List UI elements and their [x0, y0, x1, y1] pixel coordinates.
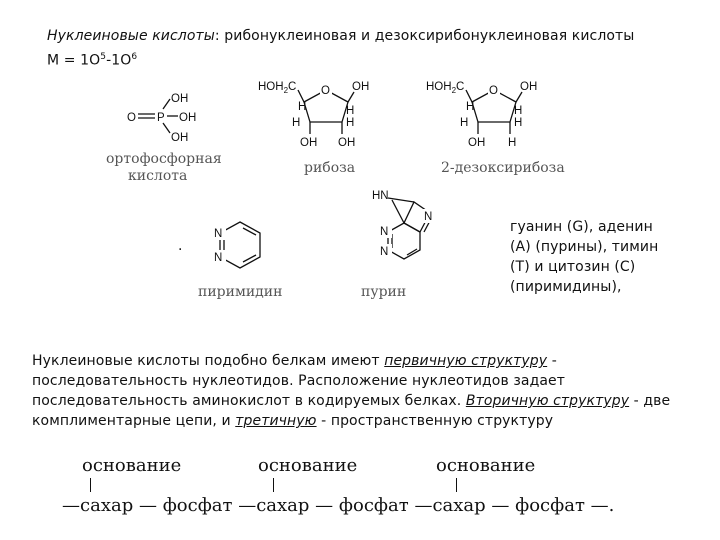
bases-line-1: гуанин (G), аденин: [510, 219, 653, 235]
purine-structure: [358, 186, 458, 286]
bases-line-2: (A) (пурины), тимин: [510, 239, 659, 255]
base-link-1: [90, 478, 91, 492]
label-h4: H: [346, 117, 355, 129]
label-h2: H: [514, 105, 523, 117]
bases-line-3: (T) и цитозин (C): [510, 259, 636, 275]
title-line: [47, 26, 634, 46]
sugar-1: сахар: [80, 495, 134, 516]
label-n7: N: [424, 211, 433, 223]
base-label-1: основание: [82, 455, 182, 476]
phosphoric-acid-structure: [125, 86, 215, 152]
label-hoh2c: $HOH_2C$: [426, 81, 465, 95]
para-line-4: комплиментарные цепи, и третичную - пространственную структуру: [32, 413, 554, 429]
base-link-2: [273, 478, 274, 492]
label-hn: HN: [372, 190, 389, 202]
title-rest: : рибонуклеиновая и дезоксирибонуклеиновая кислоты: [214, 28, 635, 44]
pyrimidine-caption: пиримидин: [198, 284, 283, 300]
pyrimidine-structure: [206, 216, 276, 282]
label-h1: H: [298, 101, 307, 113]
term-primary: первичную структуру: [384, 353, 548, 369]
structure-paragraph: [32, 351, 670, 431]
sugar-3: сахар: [432, 495, 486, 516]
deoxyribose-caption: 2-дезоксирибоза: [441, 160, 565, 176]
label-o: O: [127, 112, 136, 124]
label-h-2: H: [508, 137, 517, 149]
label-n1: N: [214, 228, 223, 240]
term-tertiary: третичную: [235, 413, 317, 429]
para-line-2: последовательность нуклеотидов. Расположение нуклеотидов задает: [32, 373, 566, 389]
bases-note: [510, 217, 658, 297]
para-line-1: Нуклеиновые кислоты подобно белкам имеют первичную структуру -: [32, 353, 557, 369]
label-n3: N: [214, 252, 223, 264]
label-oh-anomeric: OH: [352, 81, 370, 93]
label-h4: H: [514, 117, 523, 129]
phosphate-2: фосфат: [338, 495, 409, 516]
label-oh-mid: OH: [179, 112, 197, 124]
phosphate-3: фосфат: [515, 495, 585, 516]
title-term: Нуклеиновые кислоты: [47, 28, 215, 44]
label-oh-bottom: OH: [171, 132, 189, 144]
molar-mass: $M = 1O^5-1O^6$: [47, 52, 138, 69]
label-h3: H: [292, 117, 301, 129]
label-ring-o: O: [489, 85, 498, 97]
phosphate-1: фосфат: [162, 495, 233, 516]
sugar-2: сахар: [256, 495, 310, 516]
term-secondary: Вторичную структуру: [465, 393, 630, 409]
label-oh-anomeric: OH: [520, 81, 538, 93]
base-label-3: основание: [436, 455, 536, 476]
label-oh-2: OH: [338, 137, 356, 149]
label-h1: H: [466, 101, 475, 113]
base-label-2: основание: [258, 455, 358, 476]
ribose-structure: [256, 74, 386, 158]
label-h2: H: [346, 105, 355, 117]
label-n1: N: [380, 226, 389, 238]
bases-line-4: (пиримидины),: [510, 279, 622, 295]
purine-caption: пурин: [361, 284, 407, 300]
phosphoric-caption: ортофосфорная кислота: [106, 151, 222, 184]
sugar-phosphate-backbone: —сахар — фосфат —сахар — фосфат —сахар — фосфат —.: [62, 495, 615, 516]
label-oh-3: OH: [300, 137, 318, 149]
label-oh-top: OH: [171, 93, 189, 105]
ribose-caption: рибоза: [304, 160, 356, 176]
stray-dot: .: [178, 238, 183, 254]
para-line-3: последовательность аминокислот в кодируемых белках. Вторичную структуру - две: [32, 393, 671, 409]
deoxyribose-structure: [424, 74, 554, 158]
label-h3: H: [460, 117, 469, 129]
label-oh-3: OH: [468, 137, 486, 149]
label-p: P: [157, 112, 165, 124]
label-n3: N: [380, 246, 389, 258]
label-ring-o: O: [321, 85, 330, 97]
base-link-3: [456, 478, 457, 492]
label-hoh2c: $HOH_2C$: [258, 81, 297, 95]
